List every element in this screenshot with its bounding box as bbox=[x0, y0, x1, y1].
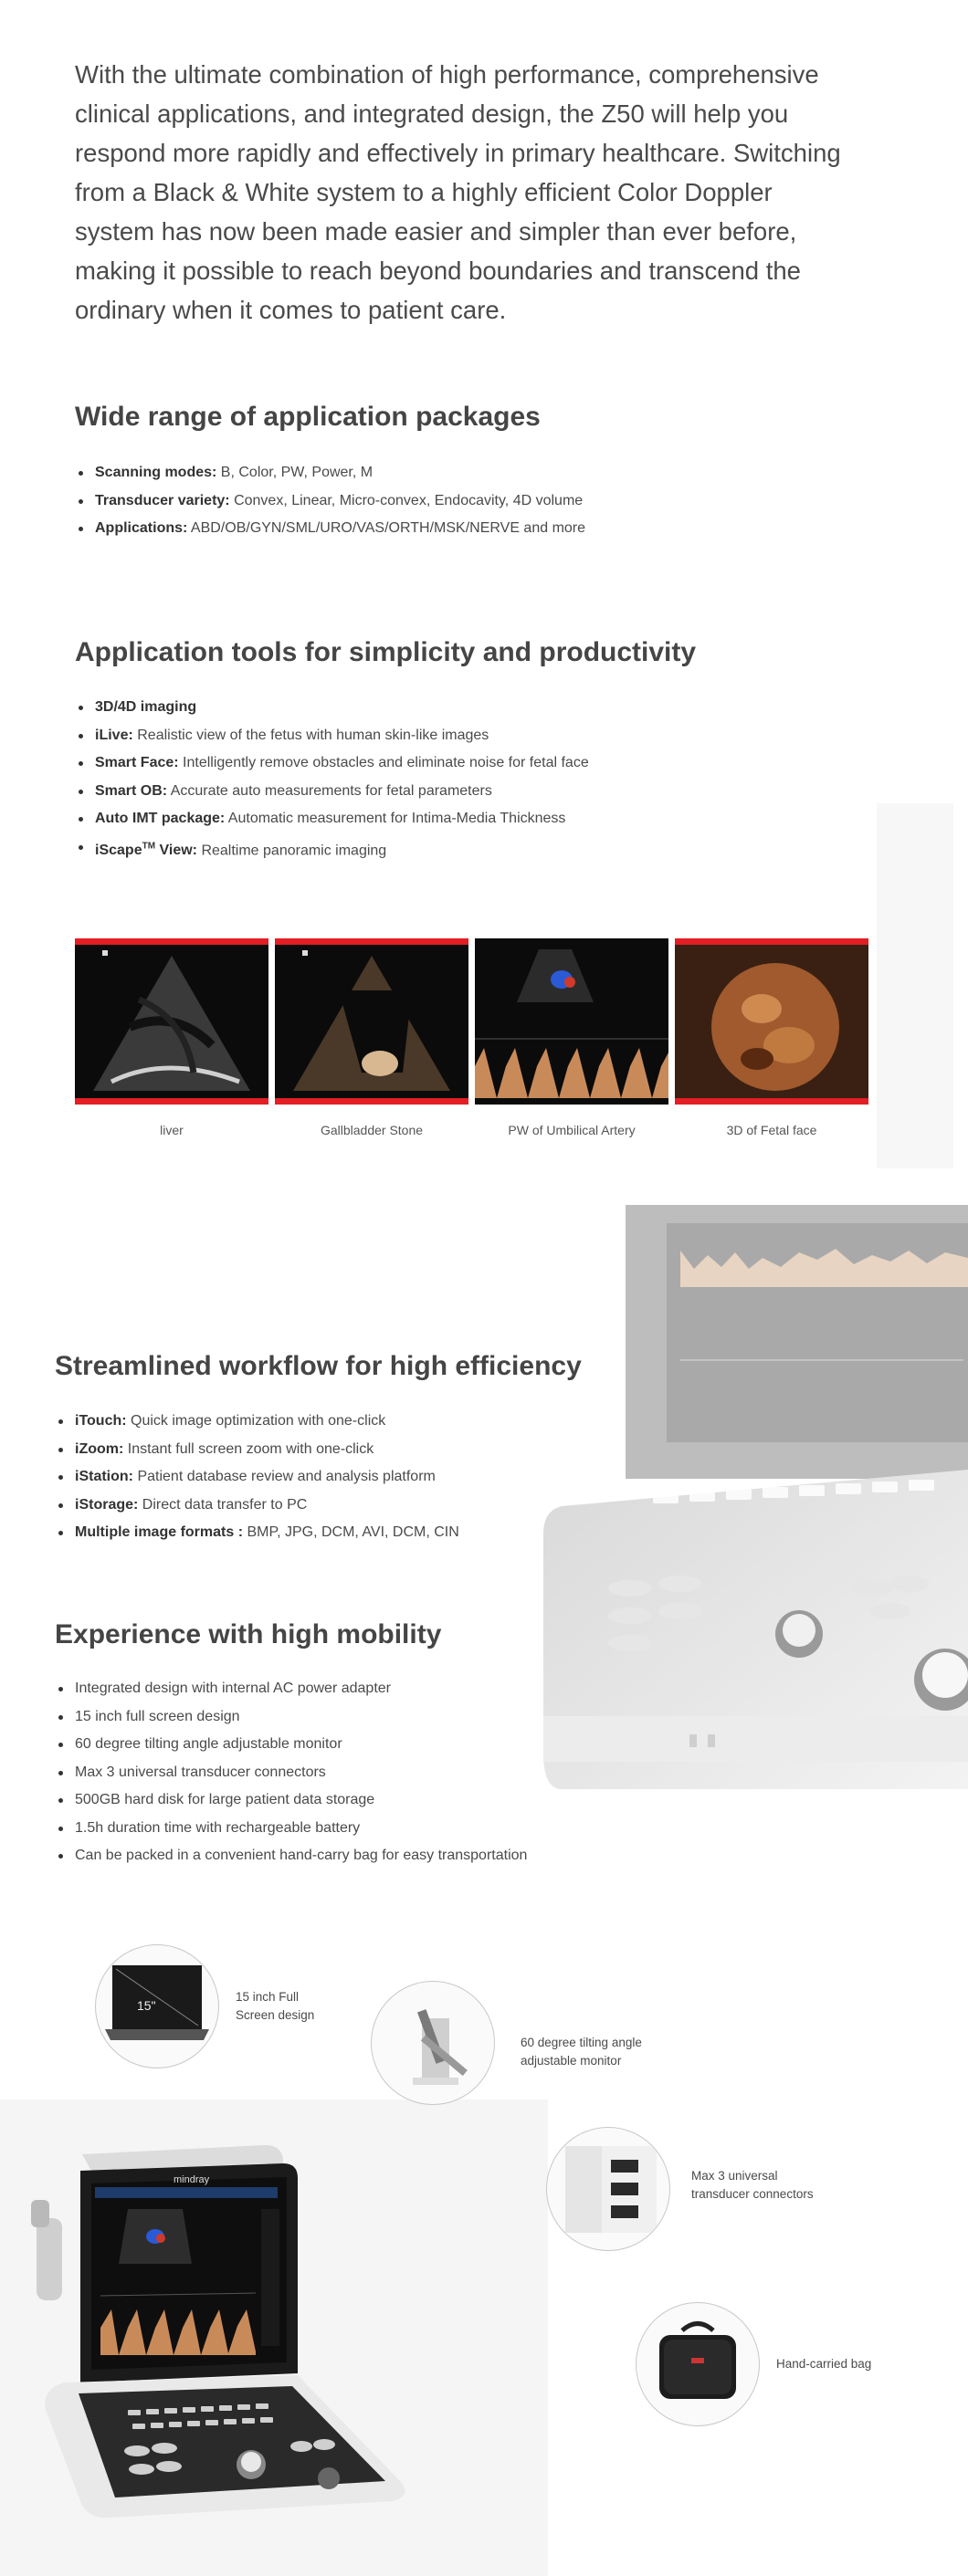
connectors-feature-label: Max 3 universal transducer connectors bbox=[691, 2169, 814, 2201]
list-item: iZoom: Instant full screen zoom with one-click bbox=[58, 1436, 459, 1464]
tilt-feature-label: 60 degree tilting angle adjustable monitor bbox=[521, 2036, 642, 2068]
caption-umbilical: PW of Umbilical Artery bbox=[508, 1123, 636, 1137]
packages-list bbox=[79, 459, 585, 543]
list-item: 500GB hard disk for large patient data storage bbox=[58, 1786, 527, 1815]
workflow-list bbox=[58, 1408, 459, 1547]
ultrasound-device-image bbox=[27, 2136, 411, 2538]
list-item: 15 inch full screen design bbox=[58, 1703, 527, 1732]
packages-title: Wide range of application packages bbox=[75, 402, 541, 432]
bag-feature-image bbox=[636, 2302, 760, 2426]
tools-title: Application tools for simplicity and productivity bbox=[75, 637, 697, 667]
caption-gallbladder: Gallbladder Stone bbox=[320, 1123, 424, 1137]
list-item: iLive: Realistic view of the fetus with human skin-like images bbox=[79, 722, 589, 750]
list-item: 3D/4D imaging bbox=[79, 694, 589, 722]
list-item: iScape™ View: Realtime panoramic imaging bbox=[79, 833, 589, 865]
tilt-feature-image bbox=[371, 1981, 495, 2105]
side-panel-shadow bbox=[877, 803, 953, 1168]
list-item: Smart Face: Intelligently remove obstacles and eliminate noise for fetal face bbox=[79, 749, 589, 778]
list-item: iStorage: Direct data transfer to PC bbox=[58, 1492, 459, 1520]
brand-logo: mindray bbox=[174, 2174, 210, 2185]
caption-liver: liver bbox=[160, 1123, 184, 1137]
umbilical-artery-image bbox=[475, 938, 668, 1105]
list-item: 1.5h duration time with rechargeable battery bbox=[58, 1815, 527, 1843]
screen-size-badge: 15" bbox=[137, 1998, 156, 2013]
workflow-title: Streamlined workflow for high efficiency bbox=[55, 1351, 582, 1381]
list-item: Multiple image formats : BMP, JPG, DCM, AVI, DCM, CIN bbox=[58, 1519, 459, 1547]
mobility-list bbox=[58, 1675, 527, 1870]
list-item: 60 degree tilting angle adjustable monitor bbox=[58, 1731, 527, 1759]
screen-feature-label: 15 inch Full Screen design bbox=[236, 1990, 315, 2022]
caption-fetal-face: 3D of Fetal face bbox=[726, 1123, 817, 1137]
intro-paragraph: With the ultimate combination of high performance, comprehensive clinical applications, and integrated design, the Z50 will help you respond more rapidly and effectively in primary healthcare. Switching from a Black & White system to a highly efficient Color Doppler system has now been made easier and simpler than ever before, making it possible to reach beyond boundaries and transcend the ordinary when it comes to patient care. bbox=[75, 60, 841, 324]
mobility-title: Experience with high mobility bbox=[55, 1619, 442, 1649]
list-item: Applications: ABD/OB/GYN/SML/URO/VAS/ORTH/MSK/NERVE and more bbox=[79, 515, 585, 543]
gallbladder-image bbox=[275, 938, 468, 1105]
bag-feature-label: Hand-carried bag bbox=[776, 2357, 872, 2371]
screen-feature-image bbox=[95, 1944, 219, 2068]
connectors-feature-image bbox=[546, 2127, 670, 2251]
liver-image bbox=[75, 938, 268, 1105]
list-item: Can be packed in a convenient hand-carry bag for easy transportation bbox=[58, 1842, 527, 1870]
fetal-face-image bbox=[675, 938, 868, 1105]
list-item: iStation: Patient database review and analysis platform bbox=[58, 1463, 459, 1492]
list-item: Integrated design with internal AC power adapter bbox=[58, 1675, 527, 1703]
list-item: Smart OB: Accurate auto measurements for fetal parameters bbox=[79, 778, 589, 806]
list-item: Transducer variety: Convex, Linear, Micro-convex, Endocavity, 4D volume bbox=[79, 487, 585, 516]
device-background-image bbox=[507, 1205, 968, 1835]
list-item: Scanning modes: B, Color, PW, Power, M bbox=[79, 459, 585, 487]
tools-list bbox=[79, 694, 589, 864]
list-item: Max 3 universal transducer connectors bbox=[58, 1759, 527, 1787]
list-item: Auto IMT package: Automatic measurement for Intima-Media Thickness bbox=[79, 805, 589, 833]
list-item: iTouch: Quick image optimization with one-click bbox=[58, 1408, 459, 1436]
